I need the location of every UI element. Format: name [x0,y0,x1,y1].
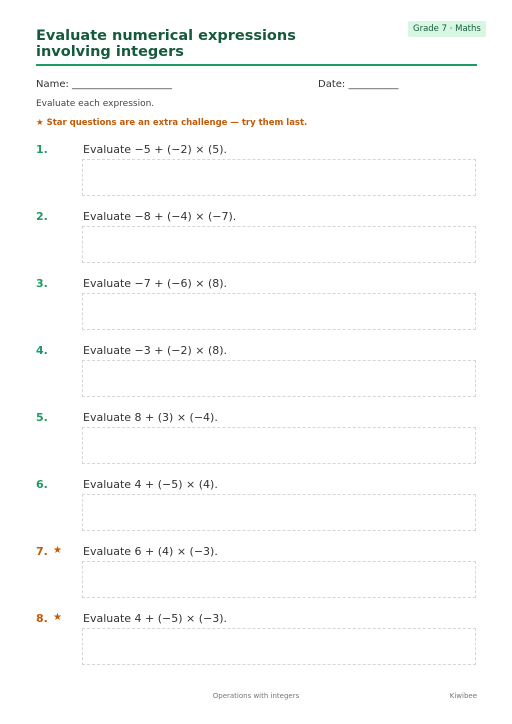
question-number: 6. [36,478,48,491]
page-title: Evaluate numerical expressions involving integers [36,28,296,60]
question-number: 4. [36,344,48,357]
question-text: Evaluate −8 + (−4) × (−7). [83,210,237,223]
question-number: 7. [36,545,48,558]
answer-box[interactable] [82,159,476,196]
question-number: 3. [36,277,48,290]
question-text: Evaluate −7 + (−6) × (8). [83,277,228,290]
answer-box[interactable] [82,427,476,464]
title-divider [36,64,477,66]
answer-box[interactable] [82,360,476,397]
question-number: 5. [36,411,48,424]
question-number: 8. [36,612,48,625]
question-text: Evaluate −5 + (−2) × (5). [83,143,228,156]
question-text: Evaluate −3 + (−2) × (8). [83,344,228,357]
answer-box[interactable] [82,293,476,330]
question-text: Evaluate 4 + (−5) × (4). [83,478,218,491]
question-text: Evaluate 8 + (3) × (−4). [83,411,218,424]
answer-box[interactable] [82,226,476,263]
star-challenge-note: ★ Star questions are an extra challenge — try them last. [36,118,308,128]
footer-brand: Kiwibee [449,692,477,700]
answer-box[interactable] [82,494,476,531]
question-text: Evaluate 4 + (−5) × (−3). [83,612,228,625]
instruction-text: Evaluate each expression. [36,99,155,109]
question-number: 2. [36,210,48,223]
answer-box[interactable] [82,561,476,598]
name-field: Name: ____________________ [36,79,173,90]
question-number: 1. [36,143,48,156]
grade-badge: Grade 7 · Maths [408,21,486,37]
question-text: Evaluate 6 + (4) × (−3). [83,545,218,558]
star-icon: ★ [53,612,62,623]
answer-box[interactable] [82,628,476,665]
date-field: Date: __________ [318,79,399,90]
star-icon: ★ [53,545,62,556]
footer-topic: Operations with integers [212,692,300,700]
